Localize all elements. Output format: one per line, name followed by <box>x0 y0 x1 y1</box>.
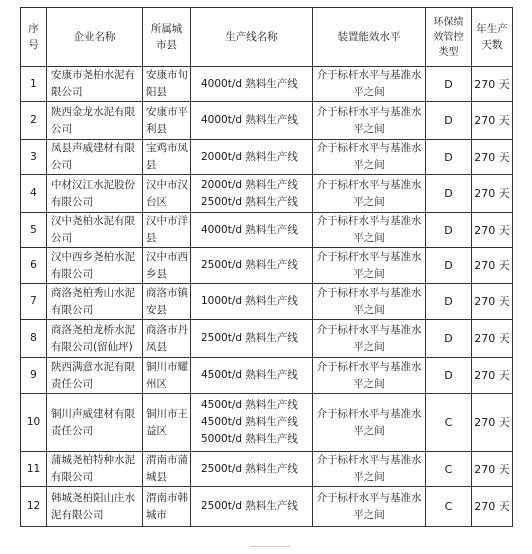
table-row <box>21 140 513 175</box>
cell-seq: 1 <box>21 67 47 102</box>
cell-days: 270 天 <box>472 213 513 248</box>
cell-production-line <box>191 394 313 452</box>
production-line-entry: 2500t/d 熟料生产线 <box>201 500 298 512</box>
production-line-entry: 5000t/d 熟料生产线 <box>201 433 298 445</box>
cell-region: 安康市平利县 <box>143 102 191 140</box>
cell-class: D <box>426 358 472 394</box>
cell-enterprise: 中材汉江水泥股份有限公司 <box>47 175 143 213</box>
production-line-entry: 4500t/d 熟料生产线 <box>201 416 298 428</box>
cell-seq: 10 <box>21 394 47 452</box>
header-level: 装置能效水平 <box>313 8 426 67</box>
cell-production-line <box>191 452 313 487</box>
production-line-entry: 2500t/d 熟料生产线 <box>201 259 298 271</box>
cell-enterprise: 汉中尧柏水泥有限公司 <box>47 213 143 248</box>
production-line-entry: 2500t/d 熟料生产线 <box>201 332 298 344</box>
table-body <box>21 67 513 527</box>
cell-enterprise: 商洛尧柏秀山水泥有限公司 <box>47 284 143 320</box>
cell-class: C <box>426 452 472 487</box>
cell-level: 介于标杆水平与基准水平之间 <box>313 284 426 320</box>
cell-production-line <box>191 175 313 213</box>
cell-enterprise: 蒲城尧柏特种水泥有限公司 <box>47 452 143 487</box>
cell-days: 270 天 <box>472 320 513 358</box>
cell-region: 铜川市王益区 <box>143 394 191 452</box>
table-row <box>21 102 513 140</box>
cell-class: D <box>426 67 472 102</box>
cell-seq: 7 <box>21 284 47 320</box>
cell-seq: 12 <box>21 487 47 527</box>
cell-region: 渭南市韩城市 <box>143 487 191 527</box>
production-line-entry: 4000t/d 熟料生产线 <box>201 114 298 126</box>
cell-production-line <box>191 248 313 284</box>
cell-seq: 6 <box>21 248 47 284</box>
cell-region: 汉中市西乡县 <box>143 248 191 284</box>
cell-production-line <box>191 284 313 320</box>
cell-days: 270 天 <box>472 140 513 175</box>
cell-enterprise: 汉中西乡尧柏水泥有限公司 <box>47 248 143 284</box>
cell-class: D <box>426 175 472 213</box>
cell-days: 270 天 <box>472 284 513 320</box>
production-line-entry: 1000t/d 熟料生产线 <box>201 295 298 307</box>
cell-class: C <box>426 487 472 527</box>
cell-class: D <box>426 140 472 175</box>
cell-enterprise: 铜川声威建材有限责任公司 <box>47 394 143 452</box>
cell-days: 270 天 <box>472 248 513 284</box>
table-row <box>21 320 513 358</box>
cell-class: D <box>426 213 472 248</box>
cell-level: 介于标杆水平与基准水平之间 <box>313 452 426 487</box>
cell-level: 介于标杆水平与基准水平之间 <box>313 394 426 452</box>
cell-level: 介于标杆水平与基准水平之间 <box>313 248 426 284</box>
cell-region: 汉中市洋县 <box>143 213 191 248</box>
header-seq: 序 号 <box>21 8 47 67</box>
cell-seq: 4 <box>21 175 47 213</box>
production-line-entry: 4500t/d 熟料生产线 <box>201 369 298 381</box>
header-enterprise: 企业名称 <box>47 8 143 67</box>
table-row <box>21 248 513 284</box>
cell-days: 270 天 <box>472 487 513 527</box>
cell-level: 介于标杆水平与基准水平之间 <box>313 487 426 527</box>
header-days: 年生产 天数 <box>472 8 513 67</box>
cell-level: 介于标杆水平与基准水平之间 <box>313 140 426 175</box>
cell-level: 介于标杆水平与基准水平之间 <box>313 175 426 213</box>
cell-production-line <box>191 102 313 140</box>
cell-enterprise: 商洛尧柏龙桥水泥有限公司(留仙坪) <box>47 320 143 358</box>
cell-region: 商洛市丹凤县 <box>143 320 191 358</box>
cell-region: 安康市旬阳县 <box>143 67 191 102</box>
table-row <box>21 394 513 452</box>
production-line-entry: 2500t/d 熟料生产线 <box>201 462 298 475</box>
table-row <box>21 213 513 248</box>
cell-days: 270 天 <box>472 452 513 487</box>
cell-region: 汉中市汉台区 <box>143 175 191 213</box>
cell-class: C <box>426 394 472 452</box>
page-mark <box>250 546 290 547</box>
header-class: 环保绩 效管控 类型 <box>426 8 472 67</box>
cell-production-line <box>191 487 313 527</box>
cell-days: 270 天 <box>472 394 513 452</box>
table-row <box>21 358 513 394</box>
production-line-entry: 4500t/d 熟料生产线 <box>201 399 298 411</box>
production-line-entry: 2500t/d 熟料生产线 <box>201 195 298 208</box>
cell-days: 270 天 <box>472 67 513 102</box>
cell-enterprise: 安康市尧柏水泥有限公司 <box>47 67 143 102</box>
header-region: 所属城 市县 <box>143 8 191 67</box>
header-production-line: 生产线名称 <box>191 8 313 67</box>
cell-region: 宝鸡市凤县 <box>143 140 191 175</box>
cell-class: D <box>426 102 472 140</box>
table-row <box>21 487 513 527</box>
cell-seq: 5 <box>21 213 47 248</box>
cell-level: 介于标杆水平与基准水平之间 <box>313 67 426 102</box>
cell-class: D <box>426 320 472 358</box>
table-row <box>21 175 513 213</box>
table-row <box>21 67 513 102</box>
cell-seq: 9 <box>21 358 47 394</box>
cell-production-line <box>191 320 313 358</box>
cell-level: 介于标杆水平与基准水平之间 <box>313 213 426 248</box>
cell-days: 270 天 <box>472 102 513 140</box>
cell-enterprise: 韩城尧柏阳山庄水泥有限公司 <box>47 487 143 527</box>
cell-production-line <box>191 140 313 175</box>
cell-days: 270 天 <box>472 175 513 213</box>
cell-seq: 3 <box>21 140 47 175</box>
cell-region: 铜川市耀州区 <box>143 358 191 394</box>
table-row <box>21 284 513 320</box>
cell-seq: 2 <box>21 102 47 140</box>
cell-enterprise: 凤县声威建材有限公司 <box>47 140 143 175</box>
cell-class: D <box>426 248 472 284</box>
cell-level: 介于标杆水平与基准水平之间 <box>313 320 426 358</box>
production-line-entry: 4000t/d 熟料生产线 <box>201 223 298 236</box>
cell-region: 商洛市镇安县 <box>143 284 191 320</box>
cell-seq: 8 <box>21 320 47 358</box>
header-row <box>21 8 513 67</box>
cell-production-line <box>191 213 313 248</box>
cell-class: D <box>426 284 472 320</box>
enterprise-table <box>20 7 513 527</box>
cell-seq: 11 <box>21 452 47 487</box>
cell-days: 270 天 <box>472 358 513 394</box>
cell-level: 介于标杆水平与基准水平之间 <box>313 358 426 394</box>
table-row <box>21 452 513 487</box>
cell-region: 渭南市蒲城县 <box>143 452 191 487</box>
cell-level: 介于标杆水平与基准水平之间 <box>313 102 426 140</box>
production-line-entry: 2000t/d 熟料生产线 <box>201 178 298 191</box>
cell-enterprise: 陕西满意水泥有限责任公司 <box>47 358 143 394</box>
production-line-entry: 2000t/d 熟料生产线 <box>201 150 298 163</box>
cell-enterprise: 陕西金龙水泥有限公司 <box>47 102 143 140</box>
cell-production-line <box>191 67 313 102</box>
production-line-entry: 4000t/d 熟料生产线 <box>201 77 298 90</box>
cell-production-line <box>191 358 313 394</box>
